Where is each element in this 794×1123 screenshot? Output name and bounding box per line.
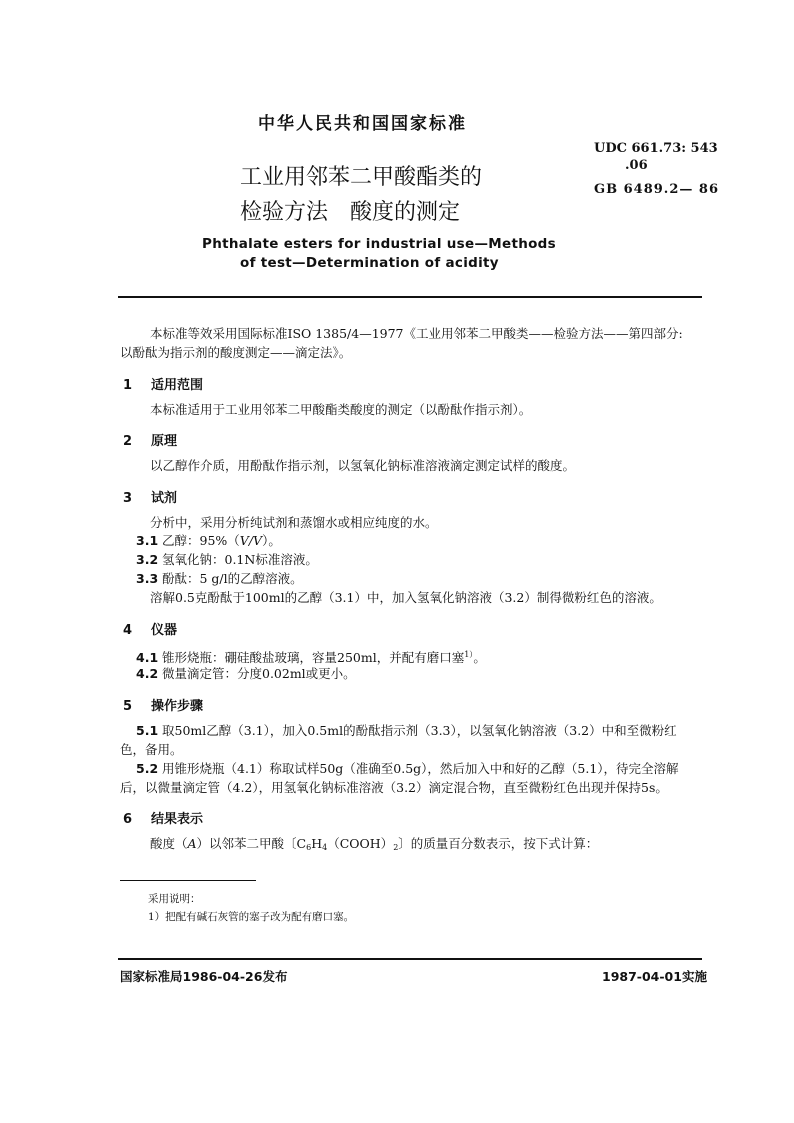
item-3-2	[136, 552, 318, 568]
national-standard-heading: 中华人民共和国国家标准	[258, 114, 467, 134]
item-4-1-number: 4.1	[136, 650, 159, 666]
s6-text-d: （COOH）	[327, 836, 394, 851]
intro-line1: 本标准等效采用国际标准ISO 1385/4—1977《工业用邻苯二甲酸类——检验方法——第四部分:	[150, 326, 683, 341]
item-5-2-line1	[136, 761, 679, 777]
footnote-marker: 1）	[464, 650, 474, 659]
section-4-number: 4	[123, 623, 133, 638]
item-5-2-number: 5.2	[136, 761, 159, 776]
section-3-heading	[123, 487, 177, 506]
intro-line2: 以酚酞为指示剂的酸度测定——滴定法》。	[120, 345, 352, 360]
item-4-1	[136, 647, 486, 666]
item-4-1-end: 。	[473, 650, 486, 666]
s6-sub-1: 6	[306, 843, 312, 852]
section-6-number: 6	[123, 812, 133, 827]
s6-sub-2: 4	[322, 843, 328, 852]
section-2-text: 以乙醇作介质，用酚酞作指示剂，以氢氧化钠标准溶液滴定测定试样的酸度。	[150, 458, 576, 473]
s6-text-e: 〕的质量百分数表示，按下式计算：	[398, 836, 599, 851]
item-5-2-line2: 后，以微量滴定管（4.2），用氢氧化钠标准溶液（3.2）滴定混合物，直至微粉红色出现并保持5s。	[120, 780, 668, 795]
section-4-title: 仪器	[151, 623, 178, 638]
item-4-1-text: 锥形烧瓶：硼硅酸盐玻璃，容量250ml，并配有磨口塞	[162, 650, 465, 666]
udc-code-sub: .06	[625, 158, 648, 173]
section-6-heading	[123, 808, 203, 827]
item-4-2-text: 微量滴定管：分度0.02ml或更小。	[162, 666, 356, 681]
item-3-1-text-a: 乙醇：95%（	[162, 533, 240, 548]
s6-sub-3: 2	[393, 843, 399, 852]
effective-date: 1987-04-01实施	[602, 969, 707, 984]
s6-variable-a: A	[187, 836, 197, 851]
item-5-2-text: 用锥形烧瓶（4.1）称取试样50g（准确至0.5g），然后加入中和好的乙醇（5.1），待完全溶解	[162, 761, 679, 776]
title-en-line2: of test—Determination of acidity	[240, 255, 499, 271]
header-rule	[118, 296, 702, 298]
section-5-number: 5	[123, 699, 133, 714]
item-4-2-number: 4.2	[136, 666, 159, 681]
footnote-label: 采用说明：	[148, 893, 201, 905]
section-4-heading	[123, 619, 177, 638]
section-5-heading	[123, 695, 203, 714]
section-1-title: 适用范围	[151, 378, 204, 393]
gb-number: GB 6489.2— 86	[594, 182, 719, 197]
item-5-1-line2: 色，备用。	[120, 742, 183, 757]
section-3-number: 3	[123, 491, 133, 506]
s6-text-b: ）以邻苯二甲酸〔C	[196, 836, 307, 851]
item-3-2-text: 氢氧化钠：0.1N标准溶液。	[162, 552, 318, 567]
section-5-title: 操作步骤	[151, 699, 204, 714]
item-5-1-text: 取50ml乙醇（3.1），加入0.5ml的酚酞指示剂（3.3），以氢氧化钠溶液（3.2）中和至微粉红	[162, 723, 677, 738]
item-3-1-number: 3.1	[136, 533, 159, 548]
item-3-3-extra: 溶解0.5克酚酞于100ml的乙醇（3.1）中，加入氢氧化钠溶液（3.2）制得微粉红色的溶液。	[150, 590, 662, 605]
item-5-1-line1	[136, 723, 677, 739]
section-3-text: 分析中，采用分析纯试剂和蒸馏水或相应纯度的水。	[150, 515, 438, 530]
item-3-3-text: 酚酞：5 g/l的乙醇溶液。	[162, 571, 303, 586]
udc-code: UDC 661.73: 543	[594, 141, 718, 156]
section-1-number: 1	[123, 378, 133, 393]
item-3-1	[136, 533, 281, 549]
item-3-1-variable: V/V	[239, 533, 263, 548]
section-3-title: 试剂	[151, 491, 178, 506]
section-2-title: 原理	[151, 434, 178, 449]
item-3-3	[136, 571, 303, 587]
item-3-3-number: 3.3	[136, 571, 159, 586]
item-3-1-text-b: ）。	[262, 533, 281, 548]
section-2-number: 2	[123, 434, 133, 449]
item-5-1-number: 5.1	[136, 723, 159, 738]
section-1-heading	[123, 374, 203, 393]
title-en-line1: Phthalate esters for industrial use—Methods	[202, 236, 556, 252]
title-cn-line2: 检验方法 酸度的测定	[240, 200, 461, 225]
s6-text-c: H	[311, 836, 323, 851]
s6-text-a: 酸度（	[150, 836, 188, 851]
footnote-text: 1）把配有碱石灰管的塞子改为配有磨口塞。	[148, 911, 355, 923]
footer-rule	[118, 958, 702, 960]
item-3-2-number: 3.2	[136, 552, 159, 567]
section-6-text	[150, 836, 598, 856]
footnote-rule	[120, 880, 256, 881]
title-cn-line1: 工业用邻苯二甲酸酯类的	[240, 165, 483, 190]
section-2-heading	[123, 430, 177, 449]
issued-date: 国家标准局1986-04-26发布	[120, 969, 288, 984]
section-6-title: 结果表示	[151, 812, 204, 827]
section-1-text: 本标准适用于工业用邻苯二甲酸酯类酸度的测定（以酚酞作指示剂）。	[150, 402, 532, 417]
item-4-2	[136, 666, 356, 682]
